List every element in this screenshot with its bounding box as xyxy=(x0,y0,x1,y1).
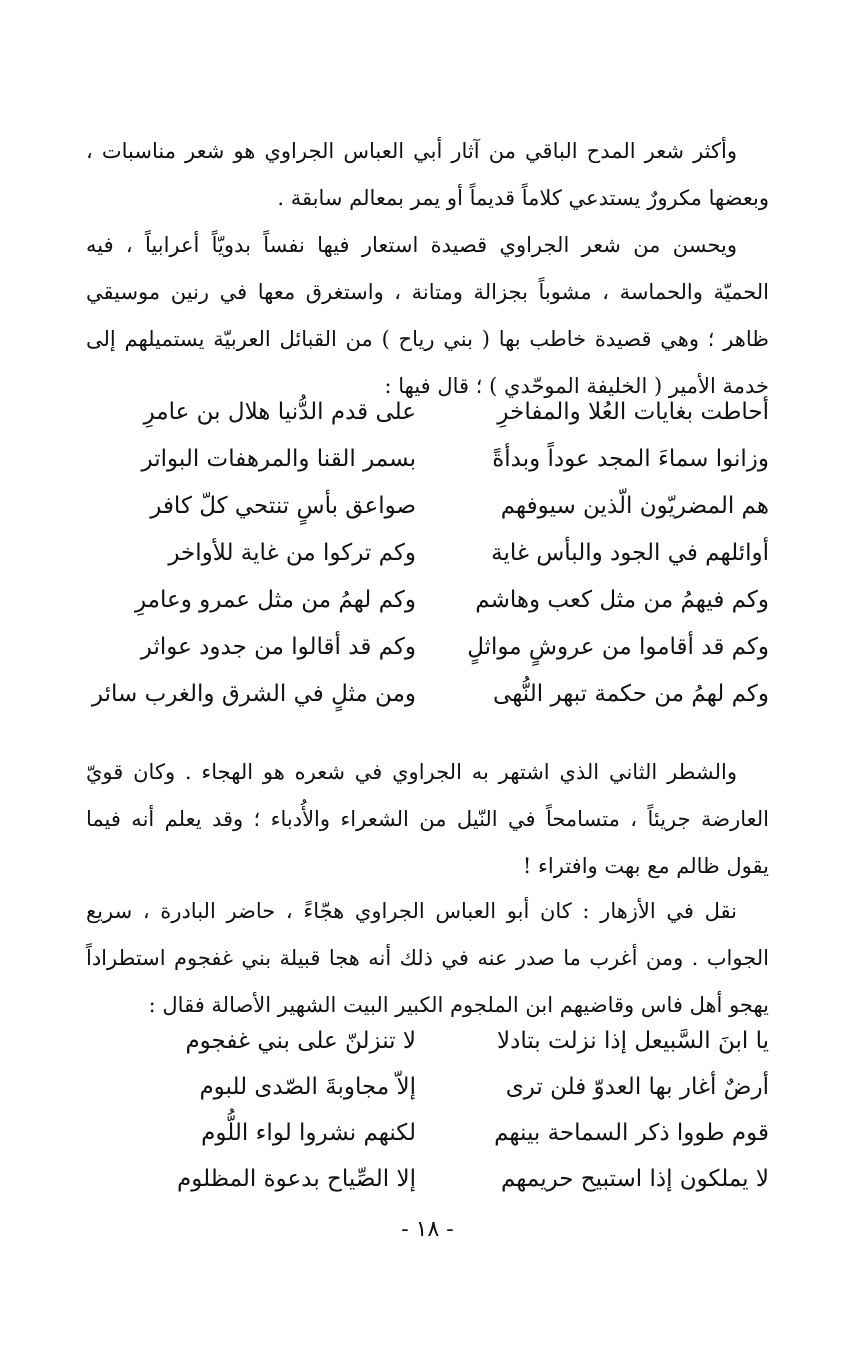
verse-row xyxy=(86,1028,769,1074)
verse-second-hemistich: صواعق بأسٍ تنتحي كلّ كافر xyxy=(150,493,416,519)
verse-second-hemistich: لا تنزلنّ على بني غفجوم xyxy=(185,1028,416,1054)
verse-first-hemistich: لا يملكون إذا استبيح حريمهم xyxy=(500,1166,769,1192)
verse-row xyxy=(86,399,769,446)
verse-second-hemistich: إلاّ مجاوبةَ الصّدى للبوم xyxy=(199,1074,416,1100)
verse-second-hemistich: ومن مثلٍ في الشرق والغرب سائر xyxy=(91,681,416,707)
poem-bani-riyah xyxy=(86,399,769,728)
verse-first-hemistich: وزانوا سماءَ المجد عوداً وبدأةً xyxy=(492,446,769,472)
verse-row xyxy=(86,634,769,681)
verse-first-hemistich: أوائلهم في الجود والبأس غاية xyxy=(491,540,769,566)
paragraph-text: وأكثر شعر المدح الباقي من آثار أبي العباس الجراوي هو شعر مناسبات ، وبعضها مكرورٌ يستدعي كلاماً قديماً أو يمر بمعالم سابقة . xyxy=(86,139,769,210)
verse-second-hemistich: وكم لهمُ من مثل عمرو وعامرِ xyxy=(134,587,416,613)
verse-first-hemistich: قوم طووا ذكر السماحة بينهم xyxy=(494,1120,769,1146)
poem-bani-ghafjum xyxy=(86,1028,769,1212)
verse-first-hemistich: أحاطت بغايات العُلا والمفاخرِ xyxy=(497,399,769,425)
verse-first-hemistich: أرضٌ أغار بها العدوّ فلن ترى xyxy=(505,1074,769,1100)
verse-second-hemistich: على قدم الدُّنيا هلال بن عامرِ xyxy=(143,399,416,425)
verse-row xyxy=(86,446,769,493)
verse-row xyxy=(86,493,769,540)
verse-row xyxy=(86,1074,769,1120)
verse-row xyxy=(86,1120,769,1166)
verse-first-hemistich: يا ابنَ السَّبيعل إذا نزلت بتادلا xyxy=(497,1028,769,1054)
paragraph-text: ويحسن من شعر الجراوي قصيدة استعار فيها نفساً بدويّاً أعرابياً ، فيه الحميّة والحماسة ، مشوباً بجزالة ومتانة ، واستغرق معها في رنين موسيقي ظاهر ؛ وهي قصيدة خاطب بها ( بني رياح ) من القبائل العربيّة يستميلهم إلى خدمة الأمير ( الخليفة الموحّدي ) ؛ قال فيها : xyxy=(86,233,769,398)
verse-row xyxy=(86,1166,769,1212)
verse-second-hemistich: بسمر القنا والمرهفات البواتر xyxy=(141,446,416,472)
verse-second-hemistich: لكنهم نشروا لواء اللُّوم xyxy=(201,1120,416,1146)
verse-first-hemistich: وكم قد أقاموا من عروشٍ مواثلٍ xyxy=(467,634,769,660)
verse-row xyxy=(86,681,769,728)
paragraph-satire xyxy=(86,749,769,890)
paragraph-praise-poetry xyxy=(86,128,769,222)
paragraph-text: والشطر الثاني الذي اشتهر به الجراوي في شعره هو الهجاء . وكان قويّ العارضة جريئاً ، متسامحاً في النّيل من الشعراء والأُدباء ؛ وقد يعلم أنه فيما يقول ظالم مع بهت وافتراء ! xyxy=(86,760,769,878)
verse-row xyxy=(86,540,769,587)
verse-second-hemistich: وكم قد أقالوا من جدود عواثر xyxy=(140,634,416,660)
verse-second-hemistich: إلا الصِّياح بدعوة المظلوم xyxy=(176,1166,416,1192)
paragraph-azhar-quote xyxy=(86,888,769,1029)
paragraph-text: نقل في الأزهار : كان أبو العباس الجراوي هجّاءً ، حاضر البادرة ، سريع الجواب . ومن أغرب ما صدر عنه في ذلك أنه هجا قبيلة بني غفجوم استطراداً يهجو أهل فاس وقاضيهم ابن الملجوم الكبير البيت الشهير الأصالة فقال : xyxy=(86,899,769,1017)
verse-first-hemistich: وكم فيهمُ من مثل كعب وهاشم xyxy=(475,587,769,613)
paragraph-poem-intro xyxy=(86,222,769,410)
verse-row xyxy=(86,587,769,634)
page-number: - ١٨ - xyxy=(401,1217,454,1242)
verse-second-hemistich: وكم تركوا من غاية للأواخر xyxy=(168,540,416,566)
verse-first-hemistich: هم المضريّون الّذين سيوفهم xyxy=(500,493,769,519)
verse-first-hemistich: وكم لهمُ من حكمة تبهر النُّهى xyxy=(493,681,769,707)
